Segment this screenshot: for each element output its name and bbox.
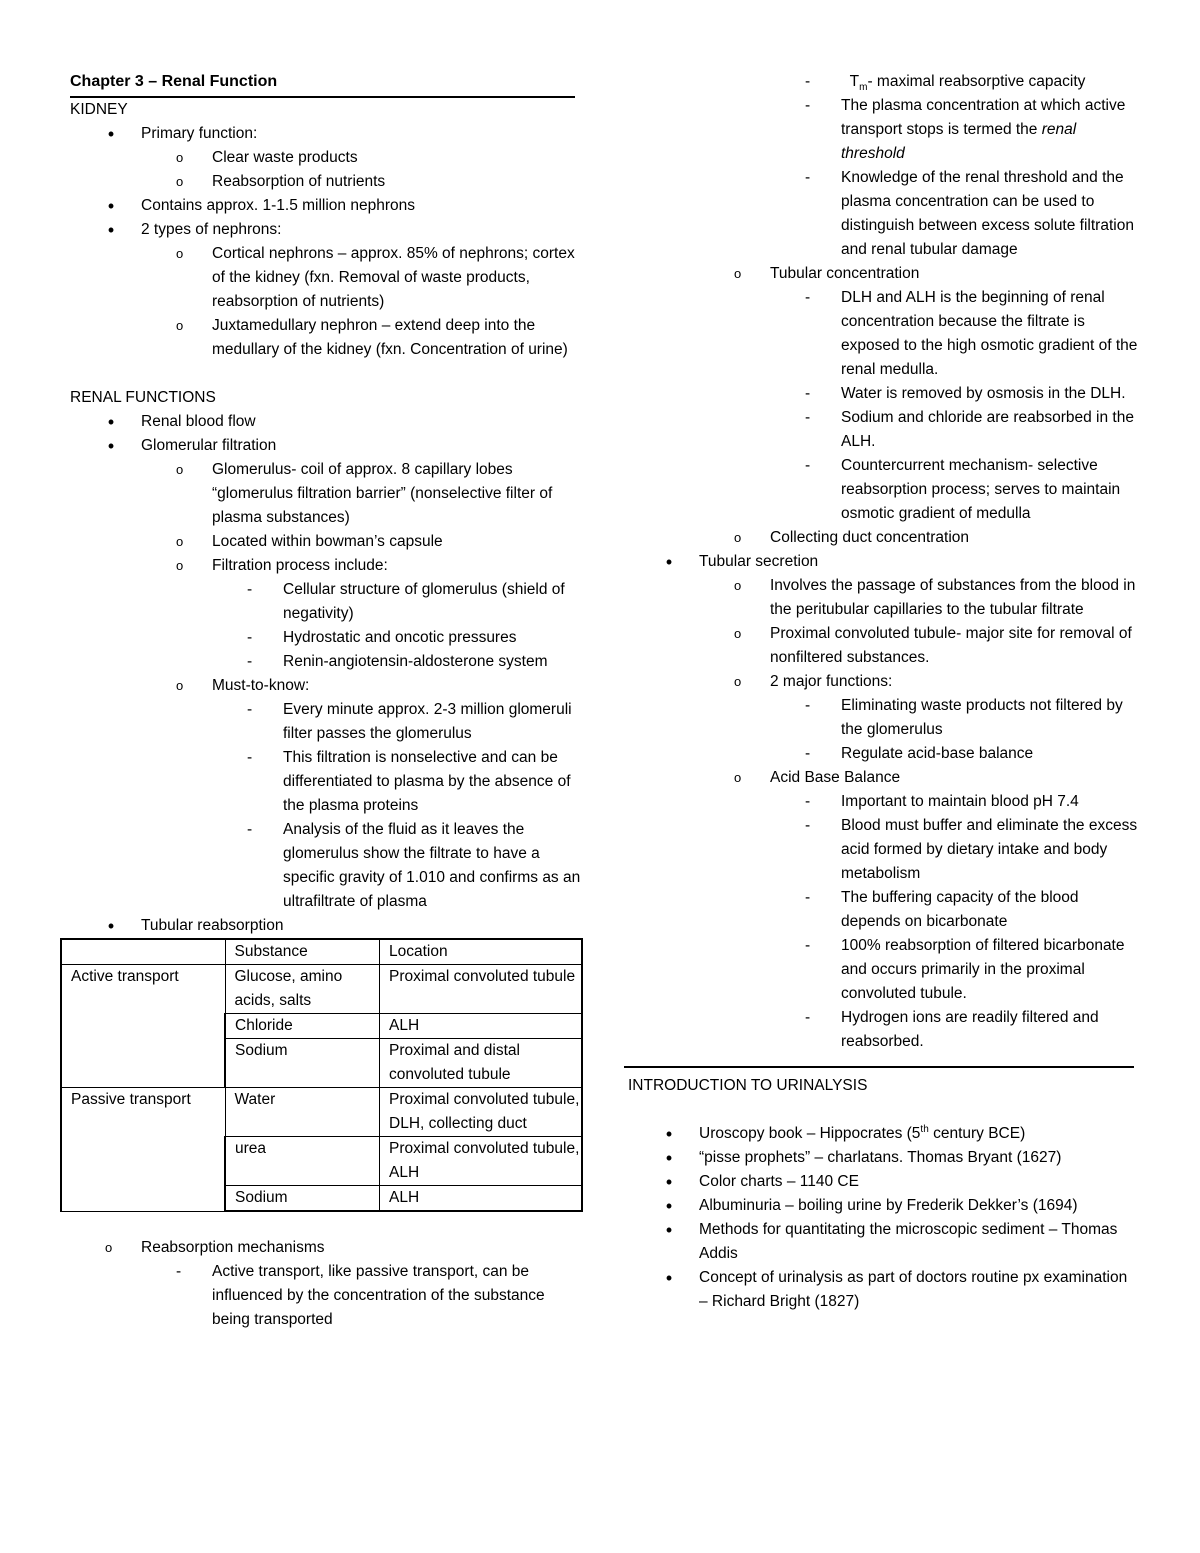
list-item [70, 1236, 582, 1332]
list-item: - Sodium and chloride are reabsorbed in the ALH. [770, 406, 1138, 454]
table-cell: Sodium [225, 1186, 380, 1212]
dash-bullet-icon: - [247, 701, 253, 718]
table-cell [61, 939, 225, 965]
list-item: o Must-to-know: - Every minute approx. 2-3 million glomeruli filter passes the glomerulus - This filtration is nonselective and can be differentiated to plasma by the absence of the plasma proteins - Analysis of the fluid as it leaves the glomerulus show the filtrate to have a specific gravity of 1.010 and confirms as an ultrafiltrate of plasma [141, 674, 582, 914]
dash-bullet-icon: - [805, 409, 811, 426]
table-cell: Location [380, 939, 583, 965]
list-item: • Methods for quantitating the microscopic sediment – Thomas Addis [628, 1218, 1138, 1266]
list-item: o 2 major functions: - Eliminating waste products not filtered by the glomerulus - Regulate acid-base balance [699, 670, 1138, 766]
bullet-icon: • [107, 220, 115, 240]
list-item: • Albuminuria – boiling urine by Frederik Dekker’s (1694) [628, 1194, 1138, 1218]
dash-bullet-icon: - [805, 697, 811, 714]
circle-bullet-icon: o [105, 1240, 113, 1255]
list-item: • Glomerular filtration o Glomerulus- coil of approx. 8 capillary lobes “glomerulus filtration barrier” (nonselective filter of plasma substances) o Located within bowman’s capsule o Filtration process include: - Cellular structure of glomerulus (shield of negativity) - Hydrostatic and oncotic pressures - Renin-angiotensin-aldosterone system o Must-to-know: - Every minute approx. 2-3 million glomeruli filter passes the glomerulus - This filtration is nonselective and can be differentiated to plasma by the absence of the plasma proteins - Analysis of the fluid as it leaves the glomerulus show the filtrate to have a specific gravity of 1.010 and confirms as an ultrafiltrate of plasma [70, 434, 582, 914]
left-column [70, 70, 582, 1332]
list-item: o Filtration process include: - Cellular structure of glomerulus (shield of negativity) - Hydrostatic and oncotic pressures - Renin-angiotensin-aldosterone system [141, 554, 582, 674]
dash-bullet-icon: - [247, 821, 253, 838]
dash-bullet-icon: - [805, 889, 811, 906]
bullet-icon: • [107, 412, 115, 432]
dash-bullet-icon: - [176, 1263, 182, 1280]
list-item: • “pisse prophets” – charlatans. Thomas Bryant (1627) [628, 1146, 1138, 1170]
list-item: o Cortical nephrons – approx. 85% of nephrons; cortex of the kidney (fxn. Removal of waste products, reabsorption of nutrients) [141, 242, 582, 314]
bullet-icon: • [107, 916, 115, 936]
dash-bullet-icon: - [805, 457, 811, 474]
renal-functions-list [70, 410, 582, 938]
list-item: • Tubular secretion o Involves the passage of substances from the blood in the peritubular capillaries to the tubular filtrate o Proximal convoluted tubule- major site for removal of nonfiltered substances. o 2 major functions: - Eliminating waste products not filtered by the glomerulus - Regulate acid-base balance o Acid Base Balance - Important to maintain blood pH 7.4 - Blood must buffer and eliminate the excess acid formed by dietary intake and body metabolism - The buffering capacity of the blood depends on bicarbonate - 100% reabsorption of filtered bicarbonate and occurs primarily in the proximal convoluted tubule. - Hydrogen ions are readily filtered and reabsorbed. [628, 550, 1138, 1054]
circle-bullet-icon: o [734, 626, 742, 641]
table-cell: Passive transport [61, 1088, 225, 1212]
list-item: - 100% reabsorption of filtered bicarbonate and occurs primarily in the proximal convoluted tubule. [770, 934, 1138, 1006]
dash-bullet-icon: - [805, 745, 811, 762]
dash-bullet-icon: - [247, 581, 253, 598]
list-item: - Eliminating waste products not filtered by the glomerulus [770, 694, 1138, 742]
list-item: - Hydrostatic and oncotic pressures [212, 626, 582, 650]
table-cell: Sodium [225, 1039, 380, 1088]
intro-list [628, 1122, 1138, 1314]
circle-bullet-icon: o [176, 150, 184, 165]
dash-bullet-icon: - [247, 629, 253, 646]
circle-bullet-icon: o [176, 558, 184, 573]
list-item: - Cellular structure of glomerulus (shield of negativity) [212, 578, 582, 626]
renal-threshold-list [770, 70, 1138, 262]
bullet-icon: • [665, 1148, 673, 1168]
circle-bullet-icon: o [734, 578, 742, 593]
list-item: - The plasma concentration at which active transport stops is termed the renal threshold [770, 94, 1138, 166]
table-cell: Water [225, 1088, 380, 1137]
list-item: o Reabsorption of nutrients [141, 170, 582, 194]
list-item: - DLH and ALH is the beginning of renal concentration because the filtrate is exposed to the high osmotic gradient of the renal medulla. [770, 286, 1138, 382]
list-item: o Collecting duct concentration [699, 526, 1138, 550]
list-item: • Color charts – 1140 CE [628, 1170, 1138, 1194]
reabsorption-mechanisms-list [70, 1236, 582, 1332]
list-item: • Primary function: o Clear waste products o Reabsorption of nutrients [70, 122, 582, 194]
list-item: o Acid Base Balance - Important to maintain blood pH 7.4 - Blood must buffer and eliminate the excess acid formed by dietary intake and body metabolism - The buffering capacity of the blood depends on bicarbonate - 100% reabsorption of filtered bicarbonate and occurs primarily in the proximal convoluted tubule. - Hydrogen ions are readily filtered and reabsorbed. [699, 766, 1138, 1054]
table-row [61, 1088, 582, 1137]
bullet-icon: • [665, 1124, 673, 1144]
bullet-icon: • [665, 1196, 673, 1216]
dash-bullet-icon: - [805, 289, 811, 306]
bullet-icon: • [107, 436, 115, 456]
circle-bullet-icon: o [176, 246, 184, 261]
list-item: - Water is removed by osmosis in the DLH. [770, 382, 1138, 406]
list-item: - Active transport, like passive transport, can be influenced by the concentration of the substance being transported [141, 1260, 582, 1332]
list-item: • Tubular reabsorption [70, 914, 582, 938]
list-item: • Concept of urinalysis as part of doctors routine px examination – Richard Bright (1827) [628, 1266, 1138, 1314]
list-item: o Located within bowman’s capsule [141, 530, 582, 554]
circle-bullet-icon: o [176, 174, 184, 189]
table-cell: Proximal and distal convoluted tubule [380, 1039, 583, 1088]
list-item: - Renin-angiotensin-aldosterone system [212, 650, 582, 674]
dash-bullet-icon: - [805, 385, 811, 402]
dash-bullet-icon: - [805, 1009, 811, 1026]
list-item: - Blood must buffer and eliminate the excess acid formed by dietary intake and body metabolism [770, 814, 1138, 886]
list-item: • Contains approx. 1-1.5 million nephrons [70, 194, 582, 218]
kidney-list [70, 122, 582, 362]
circle-bullet-icon: o [176, 678, 184, 693]
bullet-icon: • [107, 124, 115, 144]
dash-bullet-icon: - [805, 169, 811, 186]
table-cell: Glucose, amino acids, salts [225, 965, 380, 1014]
dash-bullet-icon: - [805, 793, 811, 810]
list-item: • 2 types of nephrons: o Cortical nephrons – approx. 85% of nephrons; cortex of the kidney (fxn. Removal of waste products, reabsorption of nutrients) o Juxtamedullary nephron – extend deep into the medullary of the kidney (fxn. Concentration of urine) [70, 218, 582, 362]
list-item: • Renal blood flow [70, 410, 582, 434]
dash-bullet-icon: - [247, 653, 253, 670]
circle-bullet-icon: o [176, 462, 184, 477]
list-item: - This filtration is nonselective and can be differentiated to plasma by the absence of the plasma proteins [212, 746, 582, 818]
circle-bullet-icon: o [734, 770, 742, 785]
list-item: - Every minute approx. 2-3 million glomeruli filter passes the glomerulus [212, 698, 582, 746]
table-cell: Substance [225, 939, 380, 965]
table-cell: Proximal convoluted tubule [380, 965, 583, 1014]
list-item: - Hydrogen ions are readily filtered and reabsorbed. [770, 1006, 1138, 1054]
list-item: - Regulate acid-base balance [770, 742, 1138, 766]
list-item: • Uroscopy book – Hippocrates (5th century BCE) [628, 1122, 1138, 1146]
list-item: o Glomerulus- coil of approx. 8 capillary lobes “glomerulus filtration barrier” (nonselective filter of plasma substances) [141, 458, 582, 530]
table-cell: ALH [380, 1014, 583, 1039]
table-cell: urea [225, 1137, 380, 1186]
list-item: - Knowledge of the renal threshold and the plasma concentration can be used to distinguish between excess solute filtration and renal tubular damage [770, 166, 1138, 262]
list-item: o Clear waste products [141, 146, 582, 170]
circle-bullet-icon: o [734, 674, 742, 689]
list-item: - $T_m-$ maximal reabsorptive capacity [770, 70, 1138, 94]
list-item: - Analysis of the fluid as it leaves the glomerulus show the filtrate to have a specific gravity of 1.010 and confirms as an ultrafiltrate of plasma [212, 818, 582, 914]
list-item: o Involves the passage of substances from the blood in the peritubular capillaries to the tubular filtrate [699, 574, 1138, 622]
dash-bullet-icon: - [805, 937, 811, 954]
dash-bullet-icon: - [805, 73, 811, 90]
list-item: o Juxtamedullary nephron – extend deep into the medullary of the kidney (fxn. Concentration of urine) [141, 314, 582, 362]
table-cell: Active transport [61, 965, 225, 1088]
circle-bullet-icon: o [176, 534, 184, 549]
chapter-title: Chapter 3 – Renal Function [70, 70, 575, 98]
table-cell: Chloride [225, 1014, 380, 1039]
list-item: - Important to maintain blood pH 7.4 [770, 790, 1138, 814]
kidney-heading: KIDNEY [70, 101, 128, 118]
circle-bullet-icon: o [176, 318, 184, 333]
table-cell: Proximal convoluted tubule, ALH [380, 1137, 583, 1186]
secretion-list [628, 550, 1138, 1054]
concentration-list [699, 262, 1138, 550]
list-item: o Reabsorption mechanisms - Active transport, like passive transport, can be influenced by the concentration of the substance being transported [70, 1236, 582, 1332]
reabsorption-table [60, 938, 583, 1212]
bullet-icon: • [107, 196, 115, 216]
circle-bullet-icon: o [734, 266, 742, 281]
renal-functions-heading: RENAL FUNCTIONS [70, 389, 216, 406]
list-item: o Tubular concentration - DLH and ALH is the beginning of renal concentration because the filtrate is exposed to the high osmotic gradient of the renal medulla. - Water is removed by osmosis in the DLH. - Sodium and chloride are reabsorbed in the ALH. - Countercurrent mechanism- selective reabsorption process; serves to maintain osmotic gradient of medulla [699, 262, 1138, 526]
circle-bullet-icon: o [734, 530, 742, 545]
table-row [61, 939, 582, 965]
table-row [61, 965, 582, 1014]
table-cell: Proximal convoluted tubule, DLH, collecting duct [380, 1088, 583, 1137]
bullet-icon: • [665, 552, 673, 572]
dash-bullet-icon: - [247, 749, 253, 766]
dash-bullet-icon: - [805, 97, 811, 114]
bullet-icon: • [665, 1172, 673, 1192]
list-item: - The buffering capacity of the blood depends on bicarbonate [770, 886, 1138, 934]
intro-heading: INTRODUCTION TO URINALYSIS [628, 1077, 868, 1094]
right-column [628, 70, 1138, 1314]
bullet-icon: • [665, 1220, 673, 1240]
list-item: - Countercurrent mechanism- selective reabsorption process; serves to maintain osmotic gradient of medulla [770, 454, 1138, 526]
table-cell: ALH [380, 1186, 583, 1212]
bullet-icon: • [665, 1268, 673, 1288]
list-item: o Proximal convoluted tubule- major site for removal of nonfiltered substances. [699, 622, 1138, 670]
dash-bullet-icon: - [805, 817, 811, 834]
